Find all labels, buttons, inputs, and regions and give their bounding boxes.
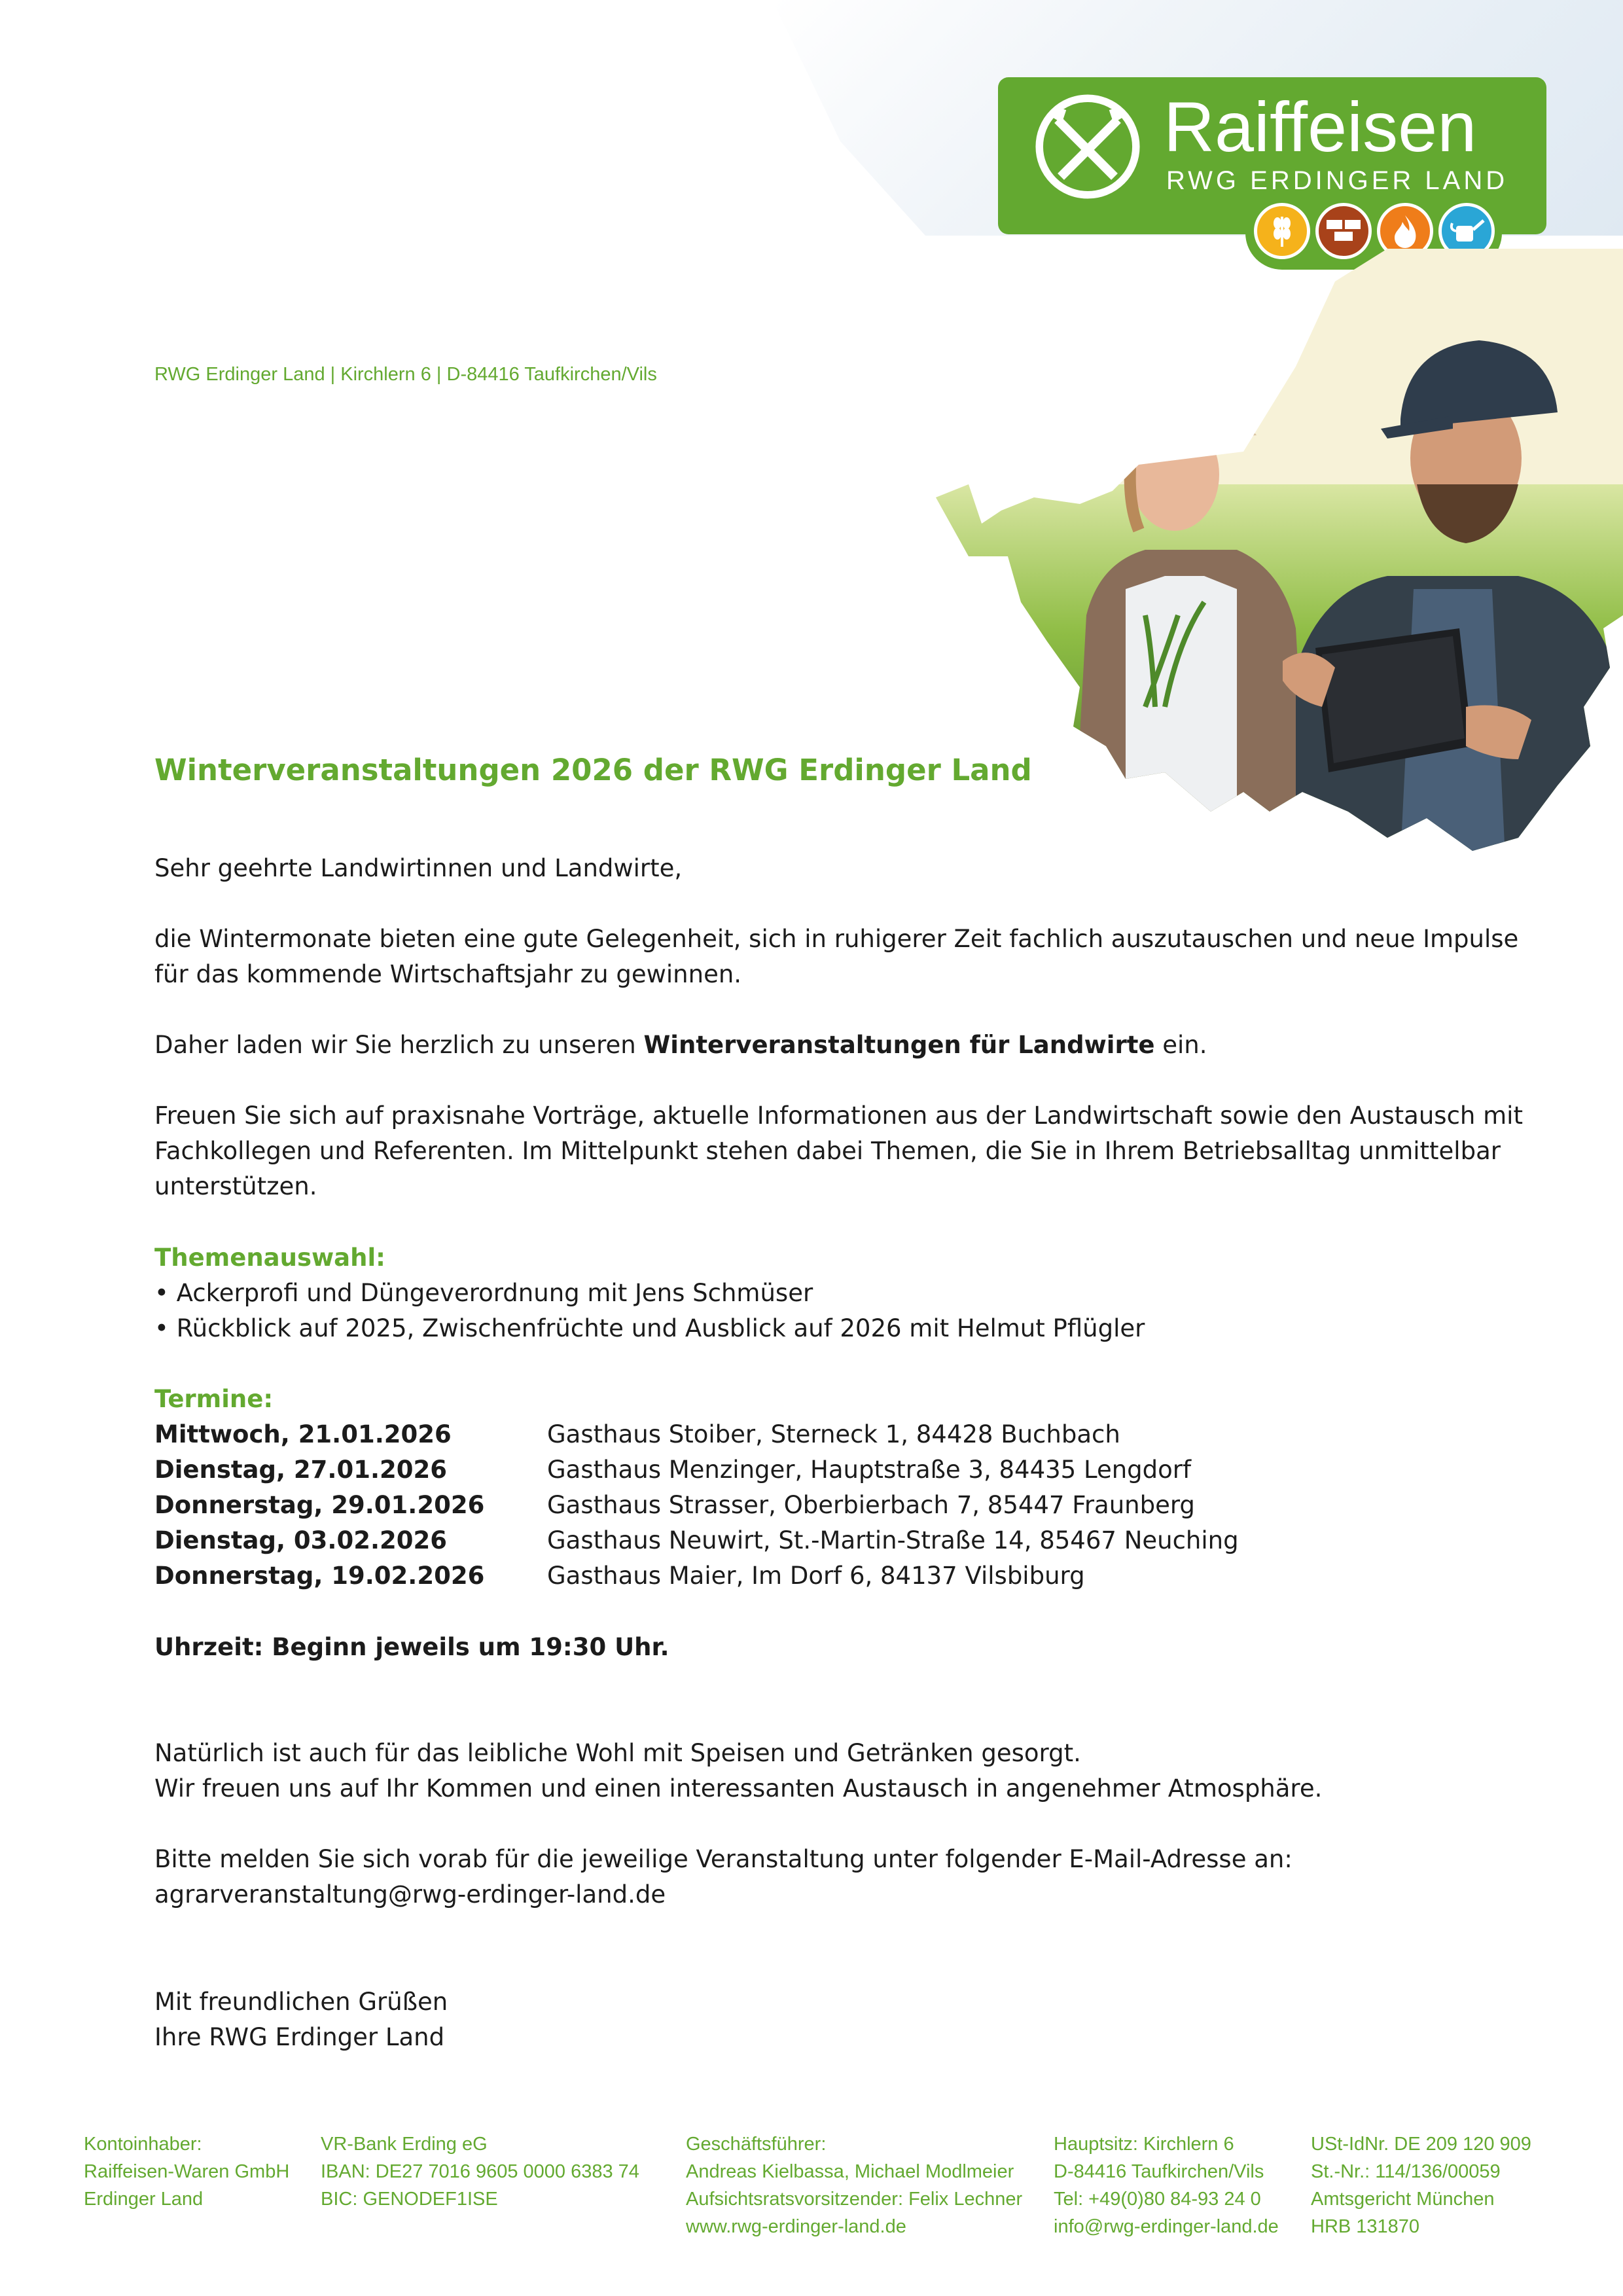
footer-line: Kontoinhaber: bbox=[84, 2134, 202, 2155]
date-row bbox=[154, 1558, 1398, 1594]
salutation: Sehr geehrte Landwirtinnen und Landwirte, bbox=[154, 854, 683, 882]
footer-line: Amtsgericht München bbox=[1311, 2189, 1495, 2210]
logo-subtitle: RWG ERDINGER LAND bbox=[1166, 166, 1508, 195]
paragraph-2 bbox=[154, 1028, 1207, 1063]
footer-line: Raiffeisen-Waren GmbH bbox=[84, 2161, 290, 2182]
registration-email[interactable]: agrarveranstaltung@rwg-erdinger-land.de bbox=[154, 1880, 666, 1909]
letter-title: Winterveranstaltungen 2026 der RWG Erdinger Land bbox=[154, 753, 1032, 787]
date-row bbox=[154, 1452, 1398, 1488]
event-date: Dienstag, 03.02.2026 bbox=[154, 1526, 447, 1554]
footer-email-link[interactable]: info@rwg-erdinger-land.de bbox=[1054, 2216, 1279, 2237]
theme-item: • Rückblick auf 2025, Zwischenfrüchte und Ausblick auf 2026 mit Helmut Pflügler bbox=[154, 1314, 1145, 1342]
paragraph-4-line-2: Wir freuen uns auf Ihr Kommen und einen interessanten Austausch in angenehmer Atmosphäre. bbox=[154, 1774, 1323, 1803]
event-location: Gasthaus Maier, Im Dorf 6, 84137 Vilsbiburg bbox=[547, 1562, 1085, 1590]
footer-line: D-84416 Taufkirchen/Vils bbox=[1054, 2161, 1264, 2182]
paragraph-4-line-1: Natürlich ist auch für das leibliche Wohl mit Speisen und Getränken gesorgt. bbox=[154, 1739, 1081, 1767]
footer-line: St.-Nr.: 114/136/00059 bbox=[1311, 2161, 1501, 2182]
footer-bank bbox=[321, 2130, 639, 2213]
event-date: Dienstag, 27.01.2026 bbox=[154, 1456, 447, 1484]
time-line: Uhrzeit: Beginn jeweils um 19:30 Uhr. bbox=[154, 1633, 669, 1661]
theme-item: • Ackerprofi und Düngeverordnung mit Jens Schmüser bbox=[154, 1279, 813, 1307]
closing-signature: Ihre RWG Erdinger Land bbox=[154, 2023, 445, 2051]
footer-line: Geschäftsführer: bbox=[686, 2134, 827, 2155]
paragraph-2-end: ein. bbox=[1154, 1031, 1207, 1059]
event-location: Gasthaus Menzinger, Hauptstraße 3, 84435 Lengdorf bbox=[547, 1456, 1192, 1484]
event-location: Gasthaus Stoiber, Sterneck 1, 84428 Buchbach bbox=[547, 1420, 1120, 1448]
footer-headquarters bbox=[1054, 2130, 1279, 2240]
sender-address-line: RWG Erdinger Land | Kirchlern 6 | D-84416 Taufkirchen/Vils bbox=[154, 364, 657, 385]
footer-registry bbox=[1311, 2130, 1531, 2240]
footer-line: IBAN: DE27 7016 9605 0000 6383 74 bbox=[321, 2161, 639, 2182]
paragraph-2-emphasis: Winterveranstaltungen für Landwirte bbox=[643, 1031, 1155, 1059]
date-row bbox=[154, 1523, 1398, 1558]
paragraph-5-line-1: Bitte melden Sie sich vorab für die jeweilige Veranstaltung unter folgender E-Mail-Adresse an: bbox=[154, 1845, 1293, 1873]
paragraph-3-line-3: unterstützen. bbox=[154, 1172, 317, 1200]
footer-line: USt-IdNr. DE 209 120 909 bbox=[1311, 2134, 1531, 2155]
farmers-photo bbox=[929, 249, 1623, 857]
footer-line: VR-Bank Erding eG bbox=[321, 2134, 488, 2155]
closing-greeting: Mit freundlichen Grüßen bbox=[154, 1988, 448, 2016]
dates-heading: Termine: bbox=[154, 1385, 274, 1413]
paragraph-1-line-2: für das kommende Wirtschaftsjahr zu gewinnen. bbox=[154, 960, 742, 988]
paragraph-2-intro: Daher laden wir Sie herzlich zu unseren bbox=[154, 1031, 644, 1059]
paragraph-1-line-1: die Wintermonate bieten eine gute Gelegenheit, sich in ruhigerer Zeit fachlich auszutauschen und neue Impulse bbox=[154, 925, 1519, 953]
crossed-horseheads-icon bbox=[1034, 93, 1141, 200]
date-row bbox=[154, 1488, 1398, 1523]
footer-line: BIC: GENODEF1ISE bbox=[321, 2189, 498, 2210]
footer-line: Erdinger Land bbox=[84, 2189, 204, 2210]
footer-website-link[interactable]: www.rwg-erdinger-land.de bbox=[686, 2216, 906, 2237]
themes-heading: Themenauswahl: bbox=[154, 1244, 385, 1272]
footer-line: Andreas Kielbassa, Michael Modlmeier bbox=[686, 2161, 1014, 2182]
event-location: Gasthaus Neuwirt, St.-Martin-Straße 14, 85467 Neuching bbox=[547, 1526, 1239, 1554]
date-row bbox=[154, 1417, 1398, 1452]
footer-line: Aufsichtsratsvorsitzender: Felix Lechner bbox=[686, 2189, 1023, 2210]
logo-name: Raiffeisen bbox=[1164, 87, 1477, 166]
footer-account-holder bbox=[84, 2130, 289, 2213]
footer-line: Hauptsitz: Kirchlern 6 bbox=[1054, 2134, 1234, 2155]
event-date: Donnerstag, 19.02.2026 bbox=[154, 1562, 485, 1590]
event-date: Donnerstag, 29.01.2026 bbox=[154, 1491, 485, 1519]
footer-line: Tel: +49(0)80 84-93 24 0 bbox=[1054, 2189, 1261, 2210]
paragraph-3-line-1: Freuen Sie sich auf praxisnahe Vorträge, aktuelle Informationen aus der Landwirtschaft sowie den Austausch mit bbox=[154, 1102, 1523, 1130]
event-date: Mittwoch, 21.01.2026 bbox=[154, 1420, 452, 1448]
footer-line: HRB 131870 bbox=[1311, 2216, 1420, 2237]
footer-management bbox=[686, 2130, 1022, 2240]
event-location: Gasthaus Strasser, Oberbierbach 7, 85447 Fraunberg bbox=[547, 1491, 1195, 1519]
paragraph-3-line-2: Fachkollegen und Referenten. Im Mittelpunkt stehen dabei Themen, die Sie in Ihrem Betriebsalltag unmittelbar bbox=[154, 1137, 1501, 1165]
